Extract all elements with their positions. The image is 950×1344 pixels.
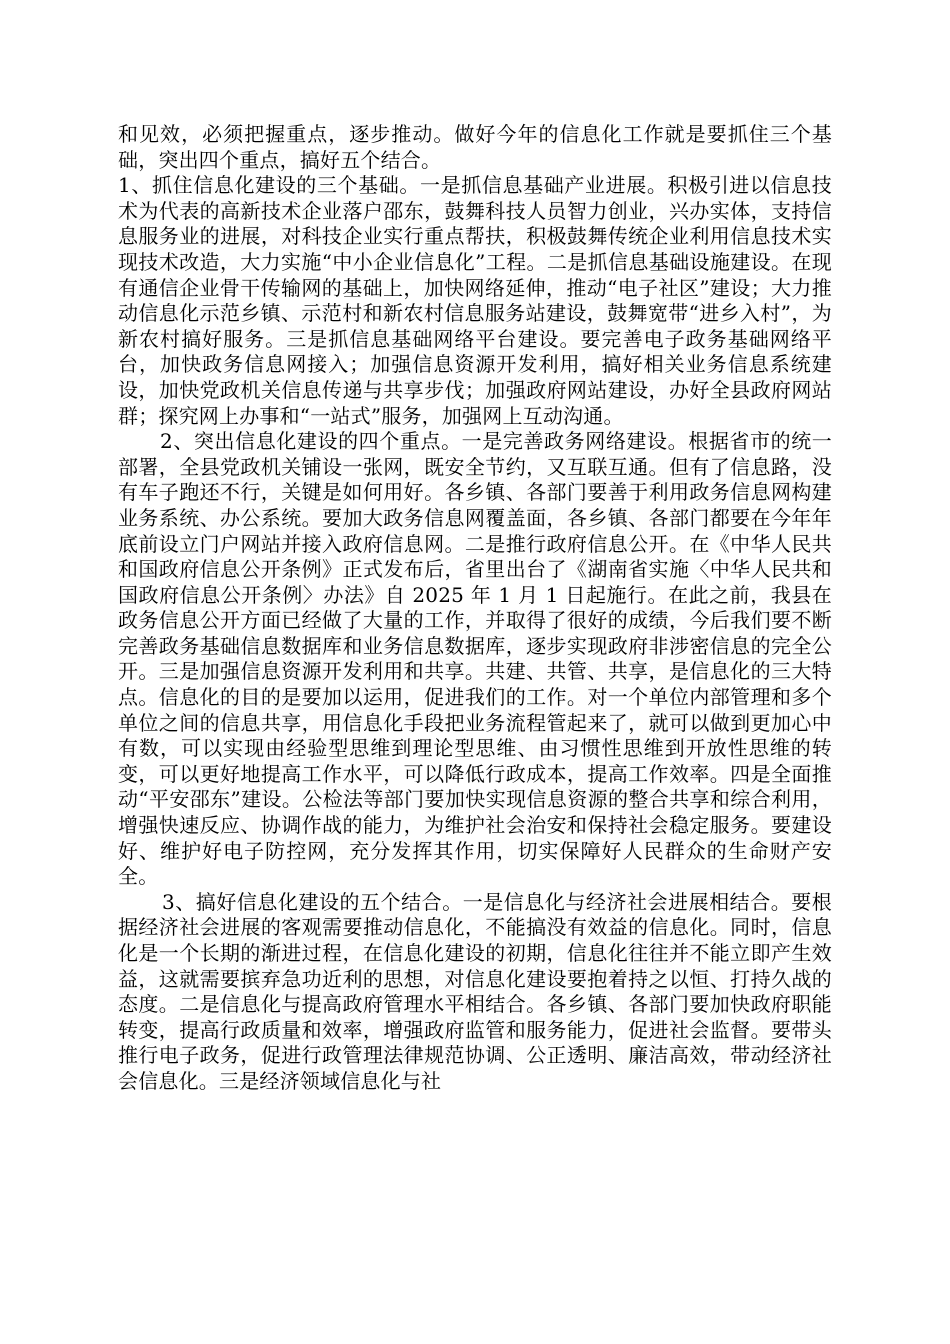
paragraph-three-foundations: 1、抓住信息化建设的三个基础。一是抓信息基础产业进展。积极引进以信息技术为代表的高新技术企业落户邵东，鼓舞科技人员智力创业，兴办实体，支持信息服务业的进展，对科技企业实行重点帮扶，积极鼓舞传统企业利用信息技术实现技术改造，大力实施“中小企业信息化”工程。二是抓信息基础设施建设。在现有通信企业骨干传输网的基础上，加快网络延伸，推动“电子社区”建设；大力推动信息化示范乡镇、示范村和新农村信息服务站建设，鼓舞宽带“进乡入村”，为新农村搞好服务。三是抓信息基础网络平台建设。要完善电子政务基础网络平台，加快政务信息网接入；加强信息资源开发利用，搞好相关业务信息系统建设，加快党政机关信息传递与共享步伐；加强政府网站建设，办好全县政府网站群；探究网上办事和“一站式”服务，加强网上互动沟通。 [118,173,832,428]
paragraph-five-combinations: 3、搞好信息化建设的五个结合。一是信息化与经济社会进展相结合。要根据经济社会进展的客观需要推动信息化，不能搞没有效益的信息化。同时，信息化是一个长期的渐进过程，在信息化建设的初期，信息化往往并不能立即产生效益，这就需要摈弃急功近利的思想，对信息化建设要抱着持之以恒、打持久战的态度。二是信息化与提高政府管理水平相结合。各乡镇、各部门要加快政府职能转变，提高行政质量和效率，增强政府监管和服务能力，促进社会监督。要带头推行电子政务，促进行政管理法律规范协调、公正透明、廉洁高效，带动经济社会信息化。三是经济领域信息化与社 [118,889,832,1093]
document-page [118,122,832,1095]
paragraph-intro: 和见效，必须把握重点，逐步推动。做好今年的信息化工作就是要抓住三个基础，突出四个重点，搞好五个结合。 [118,122,832,172]
paragraph-four-priorities: 2、突出信息化建设的四个重点。一是完善政务网络建设。根据省市的统一部署，全县党政机关铺设一张网，既安全节约，又互联互通。但有了信息路，没有车子跑还不行，关键是如何用好。各乡镇、各部门要善于利用政务信息网构建业务系统、办公系统。要加大政务信息网覆盖面，各乡镇、各部门都要在今年年底前设立门户网站并接入政府信息网。二是推行政府信息公开。在《中华人民共和国政府信息公开条例》正式发布后，省里出台了《湖南省实施〈中华人民共和国政府信息公开条例〉办法》自 2025 年 1 月 1 日起施行。在此之前，我县在政务信息公开方面已经做了大量的工作，并取得了很好的成绩，今后我们要不断完善政务基础信息数据库和业务信息数据库，逐步实现政府非涉密信息的完全公开。三是加强信息资源开发利用和共享。共建、共管、共享，是信息化的三大特点。信息化的目的是要加以运用，促进我们的工作。对一个单位内部管理和多个单位之间的信息共享，用信息化手段把业务流程管起来了，就可以做到更加心中有数，可以实现由经验型思维到理论型思维、由习惯性思维到开放性思维的转变，可以更好地提高工作水平，可以降低行政成本，提高工作效率。四是全面推动“平安邵东”建设。公检法等部门要加快实现信息资源的整合共享和综合利用，增强快速反应、协调作战的能力，为维护社会治安和保持社会稳定服务。要建设好、维护好电子防控网，充分发挥其作用，切实保障好人民群众的生命财产安全。 [118,429,832,889]
